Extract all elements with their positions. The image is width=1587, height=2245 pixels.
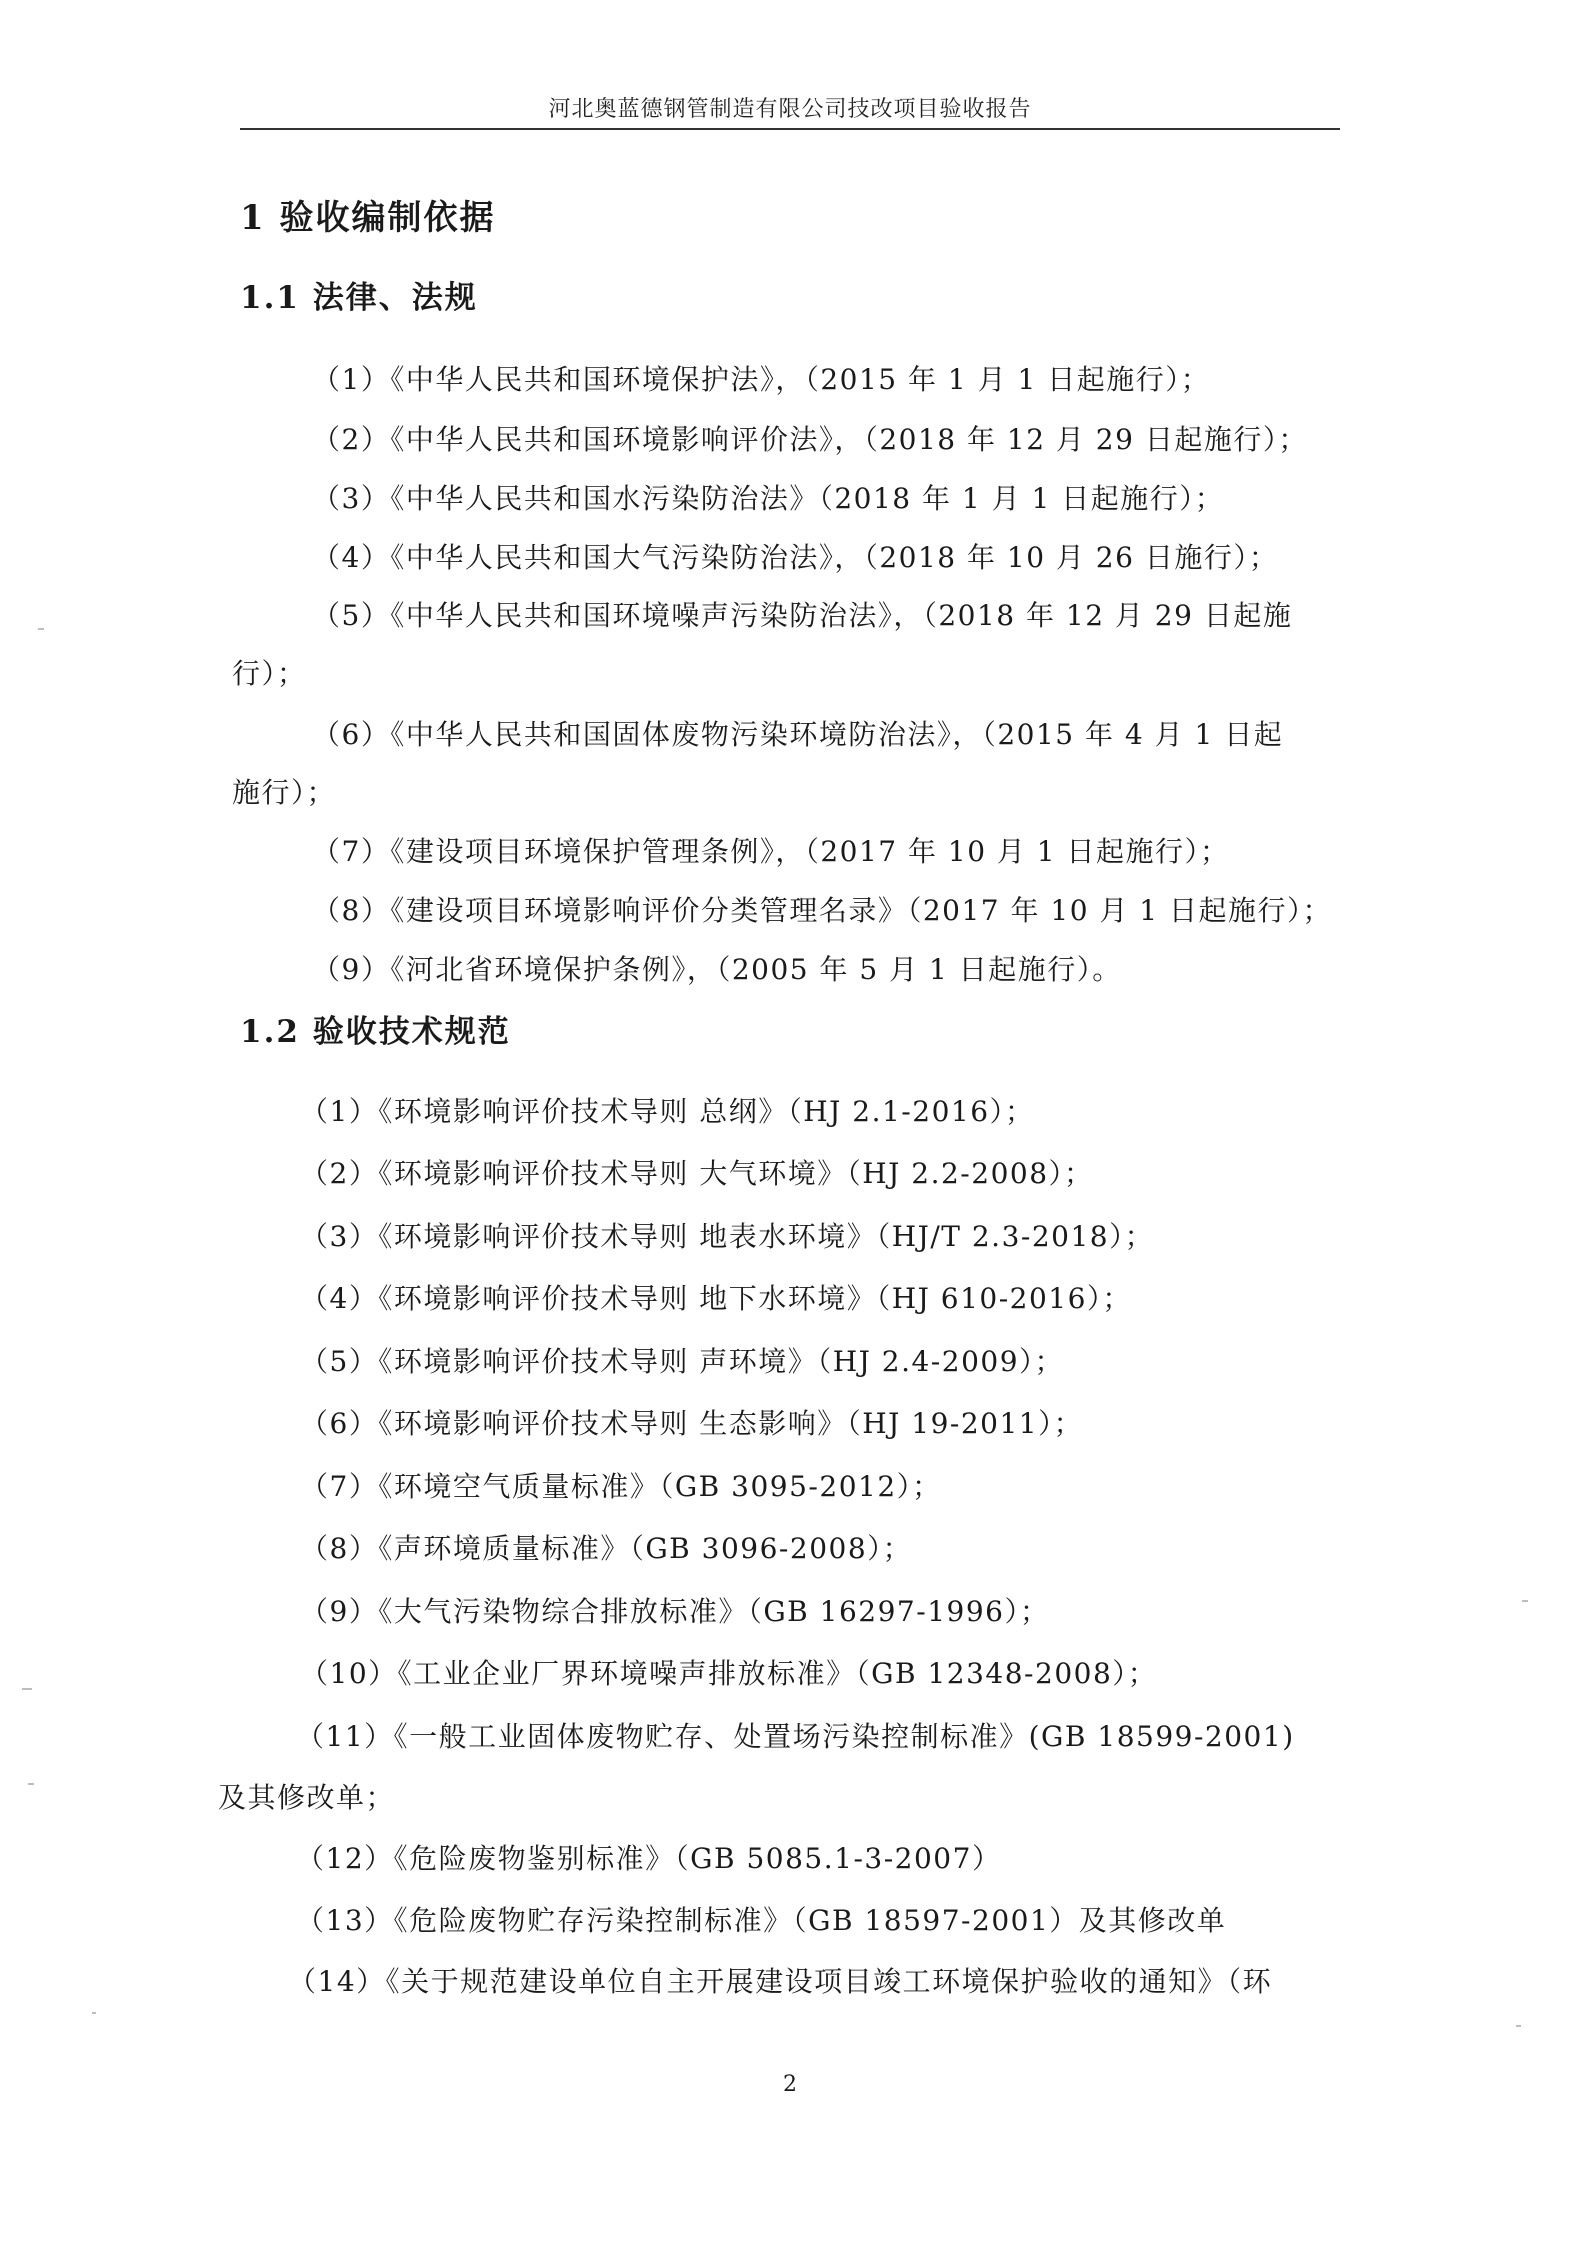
- spec-item-1: （1）《环境影响评价技术导则 总纲》（HJ 2.1-2016）；: [300, 1095, 1035, 1128]
- document-header: 河北奥蓝德钢管制造有限公司技改项目验收报告: [548, 97, 1032, 122]
- law-item-9: （9）《河北省环境保护条例》，（2005 年 5 月 1 日起施行）。: [312, 953, 1122, 986]
- law-item-6-continued: 施行）；: [232, 776, 337, 809]
- law-item-4: （4）《中华人民共和国大气污染防治法》，（2018 年 10 月 26 日施行）；: [312, 541, 1279, 574]
- header-rule: [240, 128, 1340, 130]
- spec-item-3: （3）《环境影响评价技术导则 地表水环境》（HJ/T 2.3-2018）；: [300, 1220, 1155, 1253]
- section-heading-1-1: 1.1 法律、法规: [240, 280, 478, 316]
- law-item-2: （2）《中华人民共和国环境影响评价法》，（2018 年 12 月 29 日起施行）；: [312, 423, 1308, 456]
- scan-speck: [1516, 2025, 1521, 2027]
- scan-speck: [92, 2012, 96, 2014]
- law-item-8: （8）《建设项目环境影响评价分类管理名录》（2017 年 10 月 1 日起施行）；: [312, 894, 1333, 927]
- spec-item-9: （9）《大气污染物综合排放标准》（GB 16297-1996）；: [300, 1595, 1050, 1628]
- spec-item-7: （7）《环境空气质量标准》（GB 3095-2012）；: [300, 1470, 942, 1503]
- spec-item-13: （13）《危险废物贮存污染控制标准》（GB 18597-2001）及其修改单: [296, 1904, 1227, 1937]
- spec-item-6: （6）《环境影响评价技术导则 生态影响》（HJ 19-2011）；: [300, 1407, 1084, 1440]
- spec-item-2: （2）《环境影响评价技术导则 大气环境》（HJ 2.2-2008）；: [300, 1157, 1094, 1190]
- spec-item-5: （5）《环境影响评价技术导则 声环境》（HJ 2.4-2009）；: [300, 1345, 1065, 1378]
- scan-speck: [22, 1688, 32, 1690]
- spec-item-10: （10）《工业企业厂界环境噪声排放标准》（GB 12348-2008）；: [300, 1657, 1158, 1690]
- law-item-7: （7）《建设项目环境保护管理条例》，（2017 年 10 月 1 日起施行）；: [312, 835, 1230, 868]
- scan-speck: [1522, 1600, 1528, 1602]
- spec-item-11-continued: 及其修改单；: [218, 1781, 396, 1814]
- law-item-5: （5）《中华人民共和国环境噪声污染防治法》，（2018 年 12 月 29 日起施: [312, 599, 1293, 632]
- scan-speck: [38, 628, 44, 630]
- spec-item-14: （14）《关于规范建设单位自主开展建设项目竣工环境保护验收的通知》（环: [288, 1965, 1273, 1998]
- spec-item-4: （4）《环境影响评价技术导则 地下水环境》（HJ 610-2016）；: [300, 1282, 1132, 1315]
- law-item-5-continued: 行）；: [232, 657, 307, 690]
- law-item-6: （6）《中华人民共和国固体废物污染环境防治法》，（2015 年 4 月 1 日起: [312, 718, 1284, 751]
- section-heading-1: 1 验收编制依据: [240, 198, 496, 238]
- scan-speck: [28, 1783, 34, 1785]
- page-number: 2: [783, 2072, 797, 2097]
- law-item-3: （3）《中华人民共和国水污染防治法》（2018 年 1 月 1 日起施行）；: [312, 482, 1225, 515]
- spec-item-8: （8）《声环境质量标准》（GB 3096-2008）；: [300, 1532, 913, 1565]
- law-item-1: （1）《中华人民共和国环境保护法》，（2015 年 1 月 1 日起施行）；: [312, 363, 1211, 396]
- spec-item-12: （12）《危险废物鉴别标准》（GB 5085.1-3-2007）: [296, 1842, 1002, 1875]
- spec-item-11: （11）《一般工业固体废物贮存、处置场污染控制标准》(GB 18599-2001): [296, 1720, 1295, 1753]
- section-heading-1-2: 1.2 验收技术规范: [240, 1014, 511, 1050]
